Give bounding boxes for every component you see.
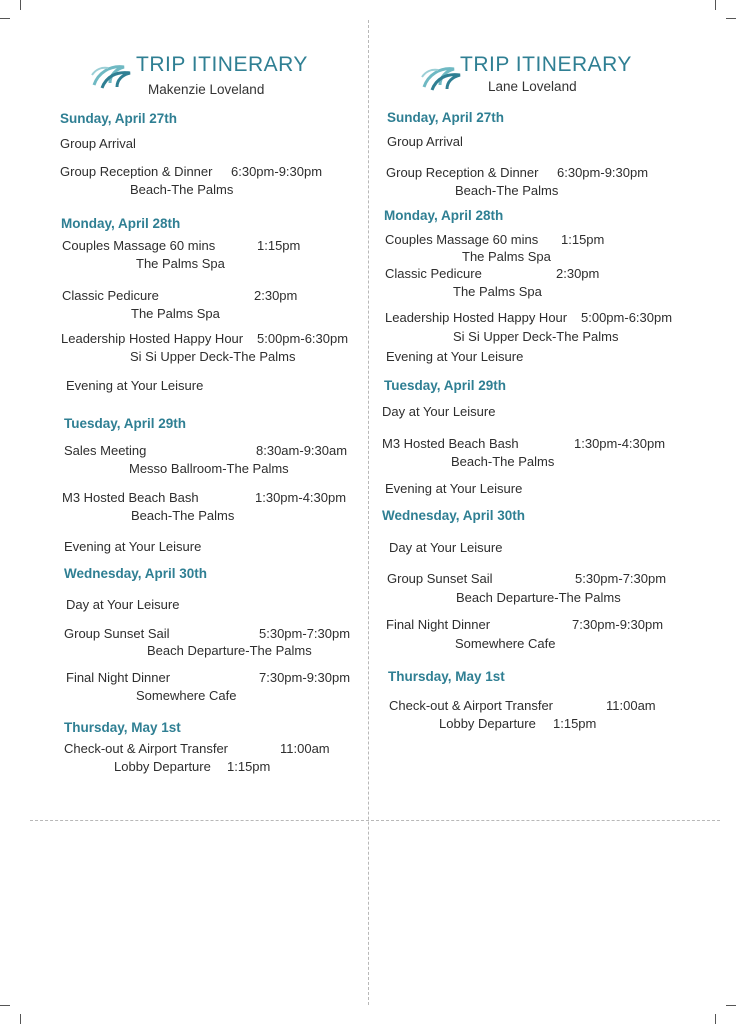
event-title: Check-out & Airport Transfer <box>389 698 554 713</box>
event-location: Messo Ballroom-The Palms <box>129 461 289 476</box>
event-title: Sales Meeting <box>64 443 147 458</box>
day-heading: Thursday, May 1st <box>388 669 505 684</box>
event-time: 1:30pm-4:30pm <box>574 436 666 451</box>
day-heading: Wednesday, April 30th <box>382 508 526 523</box>
event-location-time: 1:15pm <box>227 759 271 774</box>
event-title: M3 Hosted Beach Bash <box>382 436 519 451</box>
event-time: 7:30pm-9:30pm <box>572 617 664 632</box>
event-time: 2:30pm <box>254 288 298 303</box>
event-location: Beach Departure-The Palms <box>456 590 621 605</box>
crop-mark <box>726 1005 736 1006</box>
event-title: Leadership Hosted Happy Hour <box>61 331 244 346</box>
event-location: Somewhere Cafe <box>136 688 237 703</box>
logo-title: TRIP ITINERARY <box>136 53 308 76</box>
event-title: M3 Hosted Beach Bash <box>62 490 199 505</box>
event-location: The Palms Spa <box>131 306 220 321</box>
event-location: Beach-The Palms <box>131 508 235 523</box>
event-location: The Palms Spa <box>136 256 225 271</box>
horizontal-fold-guide <box>30 820 720 821</box>
event-title: Classic Pedicure <box>62 288 159 303</box>
guest-name: Makenzie Loveland <box>148 82 265 97</box>
event-title: Group Arrival <box>60 136 136 151</box>
crop-mark <box>0 1005 10 1006</box>
event-title: Group Reception & Dinner <box>60 164 213 179</box>
event-title: Day at Your Leisure <box>382 404 496 419</box>
event-title: Final Night Dinner <box>386 617 491 632</box>
logo-title: TRIP ITINERARY <box>460 53 632 76</box>
day-heading: Sunday, April 27th <box>60 111 178 126</box>
day-heading: Monday, April 28th <box>384 208 504 223</box>
event-location: The Palms Spa <box>462 249 551 264</box>
crop-mark <box>20 1014 21 1024</box>
day-heading: Tuesday, April 29th <box>64 416 187 431</box>
event-title: Evening at Your Leisure <box>385 481 523 496</box>
event-location: Beach Departure-The Palms <box>147 643 312 658</box>
event-title: Check-out & Airport Transfer <box>64 741 229 756</box>
event-title: Day at Your Leisure <box>66 597 180 612</box>
event-time: 6:30pm-9:30pm <box>557 165 649 180</box>
event-title: Classic Pedicure <box>385 266 482 281</box>
day-heading: Thursday, May 1st <box>64 720 181 735</box>
event-title: Evening at Your Leisure <box>386 349 524 364</box>
event-location: Si Si Upper Deck-The Palms <box>130 349 296 364</box>
event-location: Lobby Departure <box>114 759 211 774</box>
event-time: 5:30pm-7:30pm <box>259 626 351 641</box>
event-location: Beach-The Palms <box>451 454 555 469</box>
event-title: Group Arrival <box>387 134 463 149</box>
event-title: Couples Massage 60 mins <box>62 238 216 253</box>
event-time: 1:15pm <box>257 238 301 253</box>
event-time: 5:00pm-6:30pm <box>581 310 673 325</box>
event-time: 1:15pm <box>561 232 605 247</box>
event-title: Evening at Your Leisure <box>66 378 204 393</box>
crop-mark <box>726 18 736 19</box>
vertical-fold-guide <box>368 20 369 1005</box>
event-time: 5:00pm-6:30pm <box>257 331 349 346</box>
event-location: Si Si Upper Deck-The Palms <box>453 329 619 344</box>
event-location: Somewhere Cafe <box>455 636 556 651</box>
guest-name: Lane Loveland <box>488 79 577 94</box>
event-title: Group Sunset Sail <box>387 571 493 586</box>
crop-mark <box>715 1014 716 1024</box>
day-heading: Sunday, April 27th <box>387 110 505 125</box>
event-title: Group Reception & Dinner <box>386 165 539 180</box>
event-time: 8:30am-9:30am <box>256 443 348 458</box>
event-title: Day at Your Leisure <box>389 540 503 555</box>
event-location: Lobby Departure <box>439 716 536 731</box>
event-location-time: 1:15pm <box>553 716 597 731</box>
event-title: Evening at Your Leisure <box>64 539 202 554</box>
event-time: 1:30pm-4:30pm <box>255 490 347 505</box>
day-heading: Tuesday, April 29th <box>384 378 507 393</box>
event-location: Beach-The Palms <box>130 182 234 197</box>
event-time: 5:30pm-7:30pm <box>575 571 667 586</box>
event-time: 11:00am <box>606 698 656 713</box>
day-heading: Wednesday, April 30th <box>64 566 208 581</box>
event-title: Group Sunset Sail <box>64 626 170 641</box>
event-title: Couples Massage 60 mins <box>385 232 539 247</box>
crop-mark <box>715 0 716 10</box>
event-time: 6:30pm-9:30pm <box>231 164 323 179</box>
event-time: 7:30pm-9:30pm <box>259 670 351 685</box>
event-title: Final Night Dinner <box>66 670 171 685</box>
event-time: 11:00am <box>280 741 330 756</box>
day-heading: Monday, April 28th <box>61 216 181 231</box>
event-time: 2:30pm <box>556 266 600 281</box>
event-location: Beach-The Palms <box>455 183 559 198</box>
event-location: The Palms Spa <box>453 284 542 299</box>
event-title: Leadership Hosted Happy Hour <box>385 310 568 325</box>
